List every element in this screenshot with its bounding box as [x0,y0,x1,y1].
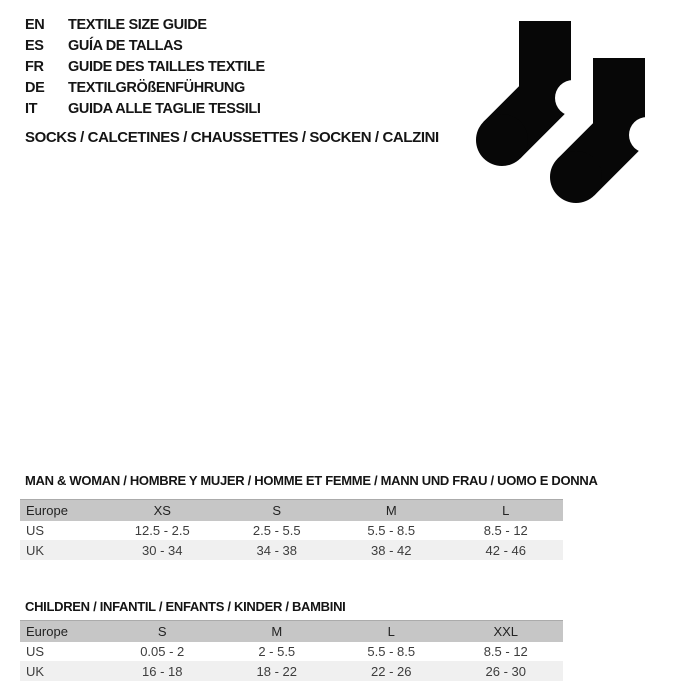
language-code: IT [25,100,38,117]
language-row-es [25,35,265,56]
children-size-table [20,620,563,681]
table-header-row [20,500,563,522]
table-row-uk [20,661,563,681]
size-cell: 42 - 46 [485,542,526,558]
language-row-fr [25,56,265,77]
language-code: FR [25,58,44,75]
table-row-us [20,642,563,661]
column-header-size: XXL [449,621,564,643]
language-row-en [25,14,265,35]
language-code: DE [25,79,45,96]
language-label: TEXTILE SIZE GUIDE [68,16,207,33]
language-label: TEXTILGRÖßENFÜHRUNG [68,79,245,96]
size-cell: 2 - 5.5 [258,644,296,659]
size-cell: 0.05 - 2 [140,644,185,659]
table-row-us [20,521,563,540]
language-row-it [25,98,265,119]
region-cell: US [26,523,45,538]
language-row-de [25,77,265,98]
category-heading: SOCKS / CALCETINES / CHAUSSETTES / SOCKEN / CALZINI [25,129,439,146]
size-cell: 34 - 38 [256,542,297,558]
language-label: GUIDA ALLE TAGLIE TESSILI [68,100,261,117]
size-cell: 8.5 - 12 [483,523,528,538]
language-code: ES [25,37,44,54]
table-header-row [20,621,563,643]
man-woman-size-table [20,499,563,560]
size-cell: 26 - 30 [485,663,526,679]
size-cell: 18 - 22 [256,663,297,679]
table-row-uk [20,540,563,560]
size-cell: 38 - 42 [371,542,412,558]
size-cell: 2.5 - 5.5 [252,523,301,538]
language-label: GUÍA DE TALLAS [68,37,183,54]
man-woman-table-title: MAN & WOMAN / HOMBRE Y MUJER / HOMME ET FEMME / MANN UND FRAU / UOMO E DONNA [25,473,598,488]
region-cell: US [26,644,45,659]
column-header-size: S [220,500,335,522]
language-label: GUIDE DES TAILLES TEXTILE [68,58,265,75]
region-cell: UK [26,542,45,558]
column-header-europe: Europe [20,500,105,522]
column-header-europe: Europe [20,621,105,643]
size-cell: 5.5 - 8.5 [367,523,416,538]
size-cell: 22 - 26 [371,663,412,679]
size-cell: 16 - 18 [142,663,183,679]
column-header-size: M [334,500,449,522]
column-header-size: XS [105,500,220,522]
size-cell: 12.5 - 2.5 [134,523,190,538]
column-header-size: S [105,621,220,643]
size-cell: 30 - 34 [142,542,183,558]
children-table-title: CHILDREN / INFANTIL / ENFANTS / KINDER / BAMBINI [25,599,346,614]
language-list [25,14,265,119]
region-cell: UK [26,663,45,679]
size-cell: 8.5 - 12 [483,644,528,659]
column-header-size: L [334,621,449,643]
size-cell: 5.5 - 8.5 [367,644,416,659]
sock-icon [549,58,649,210]
column-header-size: M [220,621,335,643]
language-code: EN [25,16,45,33]
column-header-size: L [449,500,564,522]
